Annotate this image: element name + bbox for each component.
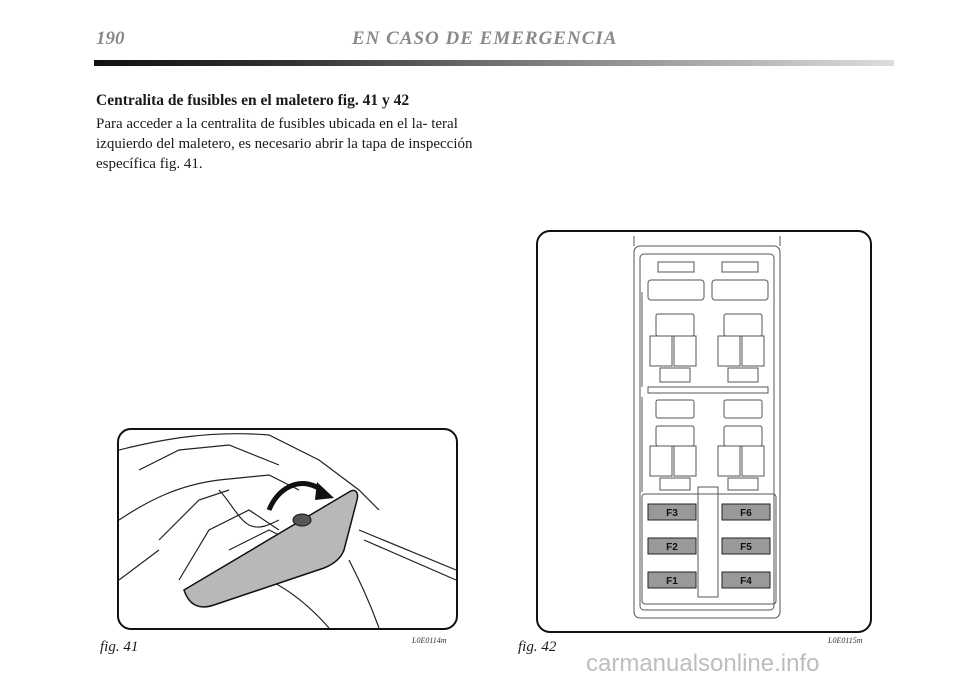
figure-41-caption: fig. 41 — [100, 639, 139, 655]
page-number: 190 — [96, 28, 125, 49]
fuse-label: F1 — [666, 576, 678, 587]
figure-41-code: L0E0114m — [412, 636, 447, 645]
fuse-row-left — [648, 504, 696, 588]
watermark-text: carmanualsonline.info — [586, 650, 820, 677]
section-heading: Centralita de fusibles en el maletero fig. 41 y 42 — [96, 92, 410, 109]
running-head: EN CASO DE EMERGENCIA — [352, 28, 618, 49]
fuse-box-drawing — [538, 232, 870, 631]
fuse-label: F4 — [740, 576, 752, 587]
figure-42-code: L0E0115m — [828, 636, 863, 645]
figure-42-caption: fig. 42 — [518, 639, 557, 655]
trunk-cover-drawing — [119, 430, 456, 628]
figure-42-illustration — [536, 230, 872, 633]
fuse-label: F6 — [740, 508, 752, 519]
body-paragraph: Para acceder a la centralita de fusibles ubicada en el la- teral izquierdo del maletero, es necesario abrir la tapa de inspección específica fig. 41. — [96, 116, 473, 172]
fuse-row-right — [722, 504, 770, 588]
fuse-label: F3 — [666, 508, 678, 519]
fuse-label: F5 — [740, 542, 752, 553]
fuse-label: F2 — [666, 542, 678, 553]
header-rule — [94, 60, 894, 66]
figure-41-illustration — [117, 428, 458, 630]
